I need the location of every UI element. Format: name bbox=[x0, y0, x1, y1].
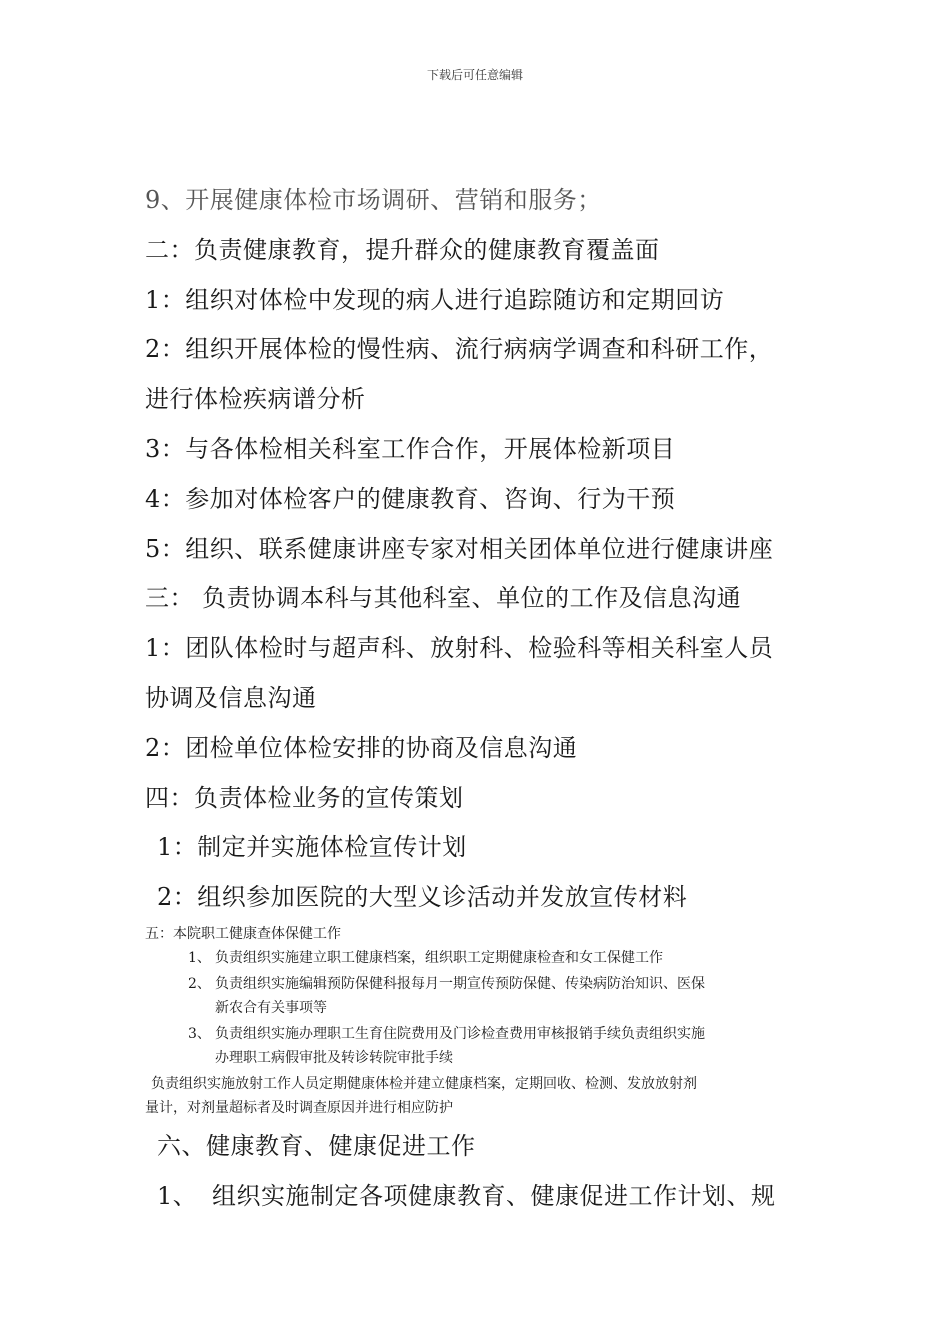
section-5-title: 五：本院职工健康查体保健工作 bbox=[145, 926, 341, 942]
section-2-item-4: 4：参加对体检客户的健康教育、咨询、行为干预 bbox=[145, 485, 676, 513]
section-5-item-3-cont: 办理职工病假审批及转诊转院审批手续 bbox=[215, 1050, 453, 1066]
section-3-item-2: 2：团检单位体检安排的协商及信息沟通 bbox=[145, 734, 578, 762]
item-9-marketing: 9、开展健康体检市场调研、营销和服务； bbox=[145, 186, 602, 214]
section-5-item-2: 负责组织实施编辑预防保健科报每月一期宣传预防保健、传染病防治知识、医保 bbox=[215, 976, 705, 992]
section-5-item-1: 负责组织实施建立职工健康档案，组织职工定期健康检查和女工保健工作 bbox=[215, 950, 663, 966]
section-2-item-5: 5：组织、联系健康讲座专家对相关团体单位进行健康讲座 bbox=[145, 535, 774, 563]
section-6-item-1-num: 1、 bbox=[157, 1182, 198, 1210]
section-5-item-2-num: 2、 bbox=[188, 976, 211, 992]
section-5-item-3-num: 3、 bbox=[188, 1026, 211, 1042]
section-3-item-1: 1：团队体检时与超声科、放射科、检验科等相关科室人员 bbox=[145, 634, 774, 662]
section-6-item-1: 组织实施制定各项健康教育、健康促进工作计划、规 bbox=[212, 1182, 776, 1210]
section-6-title: 六、健康教育、健康促进工作 bbox=[157, 1132, 476, 1160]
section-3-title: 三： 负责协调本科与其他科室、单位的工作及信息沟通 bbox=[145, 584, 742, 612]
section-3-item-1-cont: 协调及信息沟通 bbox=[145, 684, 317, 712]
section-2-title: 二：负责健康教育，提升群众的健康教育覆盖面 bbox=[145, 236, 660, 264]
section-2-item-3: 3：与各体检相关科室工作合作，开展体检新项目 bbox=[145, 435, 676, 463]
section-4-title: 四：负责体检业务的宣传策划 bbox=[145, 784, 464, 812]
section-5-item-1-num: 1、 bbox=[188, 950, 211, 966]
page-header: 下载后可任意编辑 bbox=[426, 68, 523, 82]
section-2-item-1: 1：组织对体检中发现的病人进行追踪随访和定期回访 bbox=[145, 286, 725, 314]
section-5-item-2-cont: 新农合有关事项等 bbox=[215, 1000, 327, 1016]
section-4-item-2: 2：组织参加医院的大型义诊活动并发放宣传材料 bbox=[157, 883, 688, 911]
section-5-paragraph-line-2: 量计，对剂量超标者及时调查原因并进行相应防护 bbox=[145, 1100, 453, 1116]
section-5-item-3: 负责组织实施办理职工生育住院费用及门诊检查费用审核报销手续负责组织实施 bbox=[215, 1026, 705, 1042]
section-5-paragraph-line-1: 负责组织实施放射工作人员定期健康体检并建立健康档案，定期回收、检测、发放放射剂 bbox=[151, 1076, 697, 1092]
section-4-item-1: 1：制定并实施体检宣传计划 bbox=[157, 833, 467, 861]
section-2-item-2: 2：组织开展体检的慢性病、流行病病学调查和科研工作， bbox=[145, 335, 774, 363]
section-2-item-2-cont: 进行体检疾病谱分析 bbox=[145, 385, 366, 413]
